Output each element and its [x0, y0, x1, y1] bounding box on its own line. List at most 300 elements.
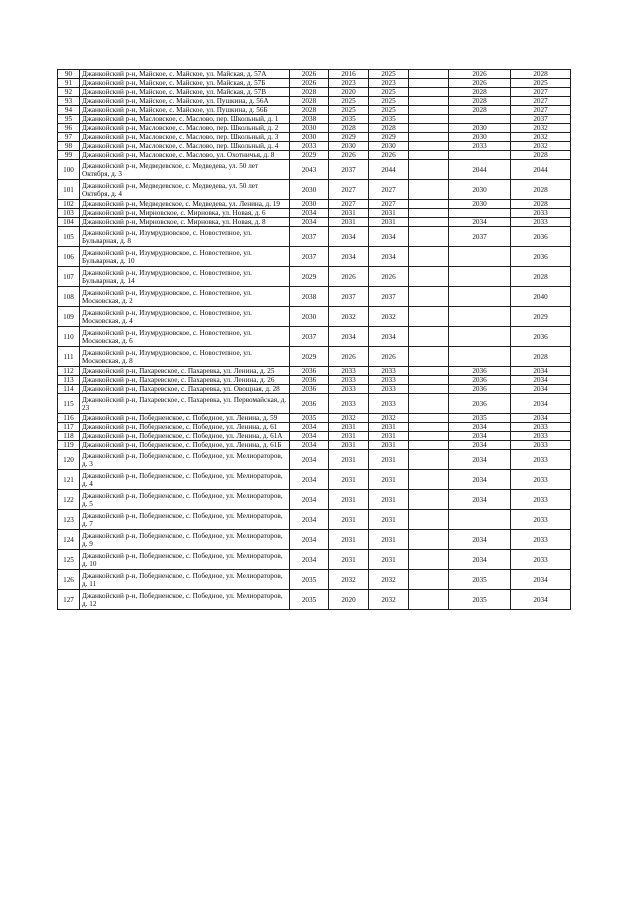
address-cell: Джанкойский р-н, Майское, с. Майское, ул. Майская, д. 57А — [80, 70, 290, 79]
year-col-1: 2030 — [290, 307, 329, 327]
table-row — [58, 414, 571, 423]
table-row — [58, 200, 571, 209]
row-number: 101 — [58, 180, 80, 200]
row-number: 107 — [58, 267, 80, 287]
year-col-6: 2027 — [511, 97, 571, 106]
address-cell: Джанкойский р-н, Масловское, с. Маслово, ул. Охотничья, д. 8 — [80, 151, 290, 160]
address-cell: Джанкойский р-н, Майское, с. Майское, ул. Майская, д. 57Б — [80, 79, 290, 88]
row-number: 97 — [58, 133, 80, 142]
year-col-6: 2028 — [511, 267, 571, 287]
year-col-4 — [409, 376, 449, 385]
row-number: 108 — [58, 287, 80, 307]
year-col-2: 2034 — [329, 227, 369, 247]
year-col-3: 2028 — [369, 124, 409, 133]
year-col-6: 2033 — [511, 441, 571, 450]
table-row — [58, 115, 571, 124]
year-col-5: 2034 — [449, 530, 511, 550]
address-cell: Джанкойский р-н, Медведевское, с. Медведева, ул. 50 лет Октября, д. 3 — [80, 160, 290, 180]
year-col-2: 2026 — [329, 151, 369, 160]
year-col-3: 2023 — [369, 79, 409, 88]
year-col-2: 2033 — [329, 367, 369, 376]
table-row — [58, 247, 571, 267]
row-number: 121 — [58, 470, 80, 490]
row-number: 98 — [58, 142, 80, 151]
year-col-2: 2032 — [329, 307, 369, 327]
address-cell: Джанкойский р-н, Изумрудновское, с. Новостепное, ул. Московская, д. 4 — [80, 307, 290, 327]
row-number: 117 — [58, 423, 80, 432]
year-col-1: 2035 — [290, 570, 329, 590]
year-col-1: 2028 — [290, 106, 329, 115]
year-col-4 — [409, 570, 449, 590]
year-col-3: 2034 — [369, 327, 409, 347]
table-row — [58, 327, 571, 347]
year-col-4 — [409, 133, 449, 142]
address-cell: Джанкойский р-н, Пахаревское, с. Пахаревка, ул. Овощная, д. 28 — [80, 385, 290, 394]
year-col-3: 2031 — [369, 490, 409, 510]
row-number: 95 — [58, 115, 80, 124]
year-col-1: 2036 — [290, 376, 329, 385]
year-col-5: 2030 — [449, 124, 511, 133]
year-col-3: 2025 — [369, 97, 409, 106]
address-cell: Джанкойский р-н, Изумрудновское, с. Новостепное, ул. Московская, д. 6 — [80, 327, 290, 347]
year-col-3: 2026 — [369, 267, 409, 287]
table-row — [58, 490, 571, 510]
year-col-1: 2034 — [290, 510, 329, 530]
row-number: 112 — [58, 367, 80, 376]
address-cell: Джанкойский р-н, Майское, с. Майское, ул. Пушкина, д. 56Б — [80, 106, 290, 115]
year-col-6: 2033 — [511, 490, 571, 510]
year-col-1: 2030 — [290, 124, 329, 133]
table-body — [58, 70, 571, 610]
year-col-1: 2034 — [290, 530, 329, 550]
year-col-6: 2033 — [511, 432, 571, 441]
year-col-5: 2035 — [449, 570, 511, 590]
table-row — [58, 218, 571, 227]
year-col-2: 2037 — [329, 160, 369, 180]
year-col-4 — [409, 218, 449, 227]
year-col-2: 2028 — [329, 124, 369, 133]
year-col-1: 2029 — [290, 151, 329, 160]
year-col-1: 2028 — [290, 88, 329, 97]
year-col-1: 2036 — [290, 367, 329, 376]
year-col-2: 2030 — [329, 142, 369, 151]
year-col-6: 2028 — [511, 151, 571, 160]
row-number: 115 — [58, 394, 80, 414]
table-row — [58, 124, 571, 133]
year-col-1: 2029 — [290, 267, 329, 287]
year-col-2: 2031 — [329, 441, 369, 450]
table-row — [58, 209, 571, 218]
year-col-3: 2031 — [369, 530, 409, 550]
row-number: 125 — [58, 550, 80, 570]
year-col-6: 2033 — [511, 530, 571, 550]
year-col-4 — [409, 88, 449, 97]
row-number: 111 — [58, 347, 80, 367]
year-col-6: 2036 — [511, 327, 571, 347]
year-col-6: 2034 — [511, 570, 571, 590]
year-col-1: 2034 — [290, 209, 329, 218]
address-cell: Джанкойский р-н, Победненское, с. Победное, ул. Мелиораторов, д. 11 — [80, 570, 290, 590]
row-number: 127 — [58, 590, 80, 610]
year-col-5 — [449, 115, 511, 124]
year-col-5: 2036 — [449, 394, 511, 414]
year-col-1: 2034 — [290, 432, 329, 441]
table-row — [58, 142, 571, 151]
year-col-4 — [409, 151, 449, 160]
housing-schedule-table — [57, 69, 571, 610]
year-col-5: 2034 — [449, 550, 511, 570]
table-row — [58, 510, 571, 530]
year-col-2: 2031 — [329, 423, 369, 432]
year-col-5: 2034 — [449, 450, 511, 470]
address-cell: Джанкойский р-н, Медведевское, с. Медведева, ул. 50 лет Октября, д. 4 — [80, 180, 290, 200]
year-col-4 — [409, 530, 449, 550]
row-number: 120 — [58, 450, 80, 470]
year-col-2: 2034 — [329, 327, 369, 347]
year-col-6: 2033 — [511, 423, 571, 432]
year-col-2: 2032 — [329, 414, 369, 423]
year-col-1: 2038 — [290, 115, 329, 124]
year-col-1: 2036 — [290, 385, 329, 394]
year-col-5: 2033 — [449, 142, 511, 151]
year-col-1: 2035 — [290, 590, 329, 610]
table-row — [58, 423, 571, 432]
year-col-3: 2044 — [369, 160, 409, 180]
address-cell: Джанкойский р-н, Пахаревское, с. Пахаревка, ул. Первомайская, д. 23 — [80, 394, 290, 414]
year-col-4 — [409, 227, 449, 247]
year-col-3: 2031 — [369, 209, 409, 218]
year-col-2: 2027 — [329, 180, 369, 200]
year-col-1: 2034 — [290, 470, 329, 490]
year-col-6: 2032 — [511, 133, 571, 142]
row-number: 118 — [58, 432, 80, 441]
row-number: 96 — [58, 124, 80, 133]
year-col-1: 2034 — [290, 218, 329, 227]
year-col-5: 2026 — [449, 70, 511, 79]
year-col-1: 2037 — [290, 227, 329, 247]
year-col-6: 2033 — [511, 209, 571, 218]
year-col-6: 2027 — [511, 88, 571, 97]
address-cell: Джанкойский р-н, Победненское, с. Победное, ул. Ленина, д. 59 — [80, 414, 290, 423]
table-row — [58, 227, 571, 247]
year-col-3: 2027 — [369, 200, 409, 209]
table-row — [58, 590, 571, 610]
row-number: 91 — [58, 79, 80, 88]
address-cell: Джанкойский р-н, Победненское, с. Победное, ул. Мелиораторов, д. 12 — [80, 590, 290, 610]
year-col-5: 2030 — [449, 200, 511, 209]
year-col-5 — [449, 247, 511, 267]
table-row — [58, 376, 571, 385]
year-col-1: 2037 — [290, 247, 329, 267]
year-col-3: 2031 — [369, 441, 409, 450]
year-col-4 — [409, 550, 449, 570]
table-row — [58, 79, 571, 88]
year-col-6: 2034 — [511, 385, 571, 394]
year-col-5: 2036 — [449, 385, 511, 394]
year-col-3: 2031 — [369, 432, 409, 441]
year-col-2: 2031 — [329, 490, 369, 510]
year-col-2: 2033 — [329, 394, 369, 414]
year-col-6: 2034 — [511, 590, 571, 610]
year-col-5 — [449, 151, 511, 160]
year-col-6: 2034 — [511, 376, 571, 385]
year-col-5 — [449, 327, 511, 347]
year-col-5: 2030 — [449, 133, 511, 142]
year-col-2: 2031 — [329, 209, 369, 218]
row-number: 123 — [58, 510, 80, 530]
year-col-2: 2025 — [329, 97, 369, 106]
year-col-6: 2027 — [511, 106, 571, 115]
row-number: 90 — [58, 70, 80, 79]
year-col-5: 2036 — [449, 367, 511, 376]
year-col-4 — [409, 470, 449, 490]
table-row — [58, 287, 571, 307]
year-col-5: 2026 — [449, 79, 511, 88]
table-row — [58, 530, 571, 550]
year-col-2: 2020 — [329, 88, 369, 97]
year-col-3: 2025 — [369, 88, 409, 97]
year-col-3: 2035 — [369, 115, 409, 124]
year-col-4 — [409, 347, 449, 367]
year-col-1: 2030 — [290, 200, 329, 209]
year-col-2: 2025 — [329, 106, 369, 115]
year-col-2: 2031 — [329, 470, 369, 490]
year-col-2: 2031 — [329, 550, 369, 570]
year-col-1: 2033 — [290, 142, 329, 151]
year-col-6: 2040 — [511, 287, 571, 307]
year-col-4 — [409, 209, 449, 218]
year-col-4 — [409, 423, 449, 432]
row-number: 126 — [58, 570, 80, 590]
table-row — [58, 347, 571, 367]
year-col-3: 2032 — [369, 414, 409, 423]
address-cell: Джанкойский р-н, Мирновское, с. Мирновка, ул. Новая, д. 6 — [80, 209, 290, 218]
year-col-6: 2028 — [511, 347, 571, 367]
year-col-2: 2029 — [329, 133, 369, 142]
address-cell: Джанкойский р-н, Майское, с. Майское, ул. Майская, д. 57В — [80, 88, 290, 97]
year-col-2: 2031 — [329, 510, 369, 530]
table-row — [58, 367, 571, 376]
year-col-3: 2031 — [369, 450, 409, 470]
year-col-3: 2032 — [369, 570, 409, 590]
year-col-6: 2037 — [511, 115, 571, 124]
address-cell: Джанкойский р-н, Победненское, с. Победное, ул. Мелиораторов, д. 10 — [80, 550, 290, 570]
year-col-2: 2031 — [329, 218, 369, 227]
year-col-2: 2026 — [329, 347, 369, 367]
year-col-1: 2029 — [290, 347, 329, 367]
year-col-3: 2033 — [369, 385, 409, 394]
row-number: 113 — [58, 376, 80, 385]
year-col-4 — [409, 510, 449, 530]
table-row — [58, 394, 571, 414]
year-col-2: 2023 — [329, 79, 369, 88]
year-col-3: 2030 — [369, 142, 409, 151]
year-col-5: 2034 — [449, 470, 511, 490]
row-number: 109 — [58, 307, 80, 327]
year-col-5: 2036 — [449, 376, 511, 385]
year-col-3: 2025 — [369, 106, 409, 115]
year-col-1: 2036 — [290, 394, 329, 414]
year-col-3: 2032 — [369, 307, 409, 327]
year-col-6: 2033 — [511, 510, 571, 530]
year-col-5 — [449, 307, 511, 327]
year-col-1: 2037 — [290, 327, 329, 347]
address-cell: Джанкойский р-н, Победненское, с. Победное, ул. Мелиораторов, д. 5 — [80, 490, 290, 510]
year-col-6: 2032 — [511, 124, 571, 133]
year-col-1: 2034 — [290, 441, 329, 450]
address-cell: Джанкойский р-н, Масловское, с. Маслово, пер. Школьный, д. 3 — [80, 133, 290, 142]
year-col-2: 2016 — [329, 70, 369, 79]
year-col-2: 2031 — [329, 432, 369, 441]
address-cell: Джанкойский р-н, Изумрудновское, с. Новостепное, ул. Бульварная, д. 8 — [80, 227, 290, 247]
year-col-6: 2036 — [511, 247, 571, 267]
year-col-2: 2020 — [329, 590, 369, 610]
year-col-3: 2025 — [369, 70, 409, 79]
table-row — [58, 267, 571, 287]
year-col-5 — [449, 267, 511, 287]
address-cell: Джанкойский р-н, Изумрудновское, с. Новостепное, ул. Бульварная, д. 10 — [80, 247, 290, 267]
row-number: 124 — [58, 530, 80, 550]
row-number: 102 — [58, 200, 80, 209]
address-cell: Джанкойский р-н, Победненское, с. Победное, ул. Ленина, д. 61А — [80, 432, 290, 441]
row-number: 116 — [58, 414, 80, 423]
year-col-4 — [409, 115, 449, 124]
year-col-5: 2034 — [449, 441, 511, 450]
year-col-6: 2033 — [511, 470, 571, 490]
table-row — [58, 180, 571, 200]
address-cell: Джанкойский р-н, Победненское, с. Победное, ул. Ленина, д. 61Б — [80, 441, 290, 450]
address-cell: Джанкойский р-н, Изумрудновское, с. Новостепное, ул. Московская, д. 2 — [80, 287, 290, 307]
year-col-1: 2043 — [290, 160, 329, 180]
year-col-3: 2034 — [369, 227, 409, 247]
year-col-4 — [409, 590, 449, 610]
address-cell: Джанкойский р-н, Победненское, с. Победное, ул. Мелиораторов, д. 7 — [80, 510, 290, 530]
row-number: 110 — [58, 327, 80, 347]
year-col-2: 2031 — [329, 450, 369, 470]
year-col-4 — [409, 79, 449, 88]
year-col-6: 2033 — [511, 450, 571, 470]
year-col-1: 2030 — [290, 180, 329, 200]
year-col-6: 2034 — [511, 394, 571, 414]
row-number: 103 — [58, 209, 80, 218]
year-col-6: 2032 — [511, 142, 571, 151]
year-col-6: 2034 — [511, 414, 571, 423]
year-col-4 — [409, 124, 449, 133]
address-cell: Джанкойский р-н, Мирновское, с. Мирновка, ул. Новая, д. 8 — [80, 218, 290, 227]
year-col-3: 2029 — [369, 133, 409, 142]
row-number: 92 — [58, 88, 80, 97]
year-col-2: 2033 — [329, 376, 369, 385]
year-col-5: 2034 — [449, 490, 511, 510]
year-col-4 — [409, 394, 449, 414]
row-number: 99 — [58, 151, 80, 160]
year-col-1: 2034 — [290, 550, 329, 570]
year-col-1: 2034 — [290, 450, 329, 470]
address-cell: Джанкойский р-н, Изумрудновское, с. Новостепное, ул. Московская, д. 8 — [80, 347, 290, 367]
year-col-3: 2037 — [369, 287, 409, 307]
table-row — [58, 97, 571, 106]
year-col-4 — [409, 70, 449, 79]
address-cell: Джанкойский р-н, Майское, с. Майское, ул. Пушкина, д. 56А — [80, 97, 290, 106]
table-row — [58, 70, 571, 79]
year-col-5 — [449, 287, 511, 307]
year-col-2: 2026 — [329, 267, 369, 287]
year-col-6: 2044 — [511, 160, 571, 180]
year-col-6: 2033 — [511, 550, 571, 570]
row-number: 114 — [58, 385, 80, 394]
table-row — [58, 441, 571, 450]
table-row — [58, 133, 571, 142]
address-cell: Джанкойский р-н, Масловское, с. Маслово, пер. Школьный, д. 1 — [80, 115, 290, 124]
year-col-5: 2034 — [449, 423, 511, 432]
address-cell: Джанкойский р-н, Победненское, с. Победное, ул. Мелиораторов, д. 9 — [80, 530, 290, 550]
year-col-2: 2032 — [329, 570, 369, 590]
year-col-6: 2028 — [511, 200, 571, 209]
year-col-3: 2026 — [369, 347, 409, 367]
year-col-2: 2037 — [329, 287, 369, 307]
table-row — [58, 106, 571, 115]
table-row — [58, 570, 571, 590]
year-col-3: 2032 — [369, 590, 409, 610]
year-col-4 — [409, 97, 449, 106]
address-cell: Джанкойский р-н, Победненское, с. Победное, ул. Мелиораторов, д. 4 — [80, 470, 290, 490]
year-col-2: 2031 — [329, 530, 369, 550]
address-cell: Джанкойский р-н, Изумрудновское, с. Новостепное, ул. Бульварная, д. 14 — [80, 267, 290, 287]
address-cell: Джанкойский р-н, Пахаревское, с. Пахаревка, ул. Ленина, д. 25 — [80, 367, 290, 376]
year-col-1: 2030 — [290, 133, 329, 142]
year-col-4 — [409, 142, 449, 151]
year-col-6: 2028 — [511, 180, 571, 200]
year-col-6: 2033 — [511, 218, 571, 227]
year-col-5 — [449, 209, 511, 218]
year-col-4 — [409, 327, 449, 347]
year-col-3: 2031 — [369, 470, 409, 490]
table-row — [58, 432, 571, 441]
year-col-4 — [409, 414, 449, 423]
year-col-4 — [409, 160, 449, 180]
year-col-4 — [409, 450, 449, 470]
year-col-3: 2031 — [369, 218, 409, 227]
year-col-6: 2025 — [511, 79, 571, 88]
year-col-1: 2034 — [290, 423, 329, 432]
year-col-1: 2026 — [290, 70, 329, 79]
year-col-5: 2035 — [449, 414, 511, 423]
table-row — [58, 307, 571, 327]
table-row — [58, 88, 571, 97]
year-col-1: 2038 — [290, 287, 329, 307]
row-number: 122 — [58, 490, 80, 510]
year-col-5: 2028 — [449, 106, 511, 115]
year-col-5 — [449, 510, 511, 530]
year-col-5: 2037 — [449, 227, 511, 247]
year-col-6: 2028 — [511, 70, 571, 79]
year-col-3: 2031 — [369, 423, 409, 432]
table-row — [58, 151, 571, 160]
year-col-5: 2044 — [449, 160, 511, 180]
year-col-2: 2035 — [329, 115, 369, 124]
year-col-4 — [409, 200, 449, 209]
row-number: 106 — [58, 247, 80, 267]
year-col-5 — [449, 347, 511, 367]
table-row — [58, 470, 571, 490]
year-col-5: 2030 — [449, 180, 511, 200]
table-row — [58, 160, 571, 180]
year-col-3: 2031 — [369, 510, 409, 530]
row-number: 105 — [58, 227, 80, 247]
year-col-4 — [409, 490, 449, 510]
year-col-3: 2027 — [369, 180, 409, 200]
row-number: 94 — [58, 106, 80, 115]
